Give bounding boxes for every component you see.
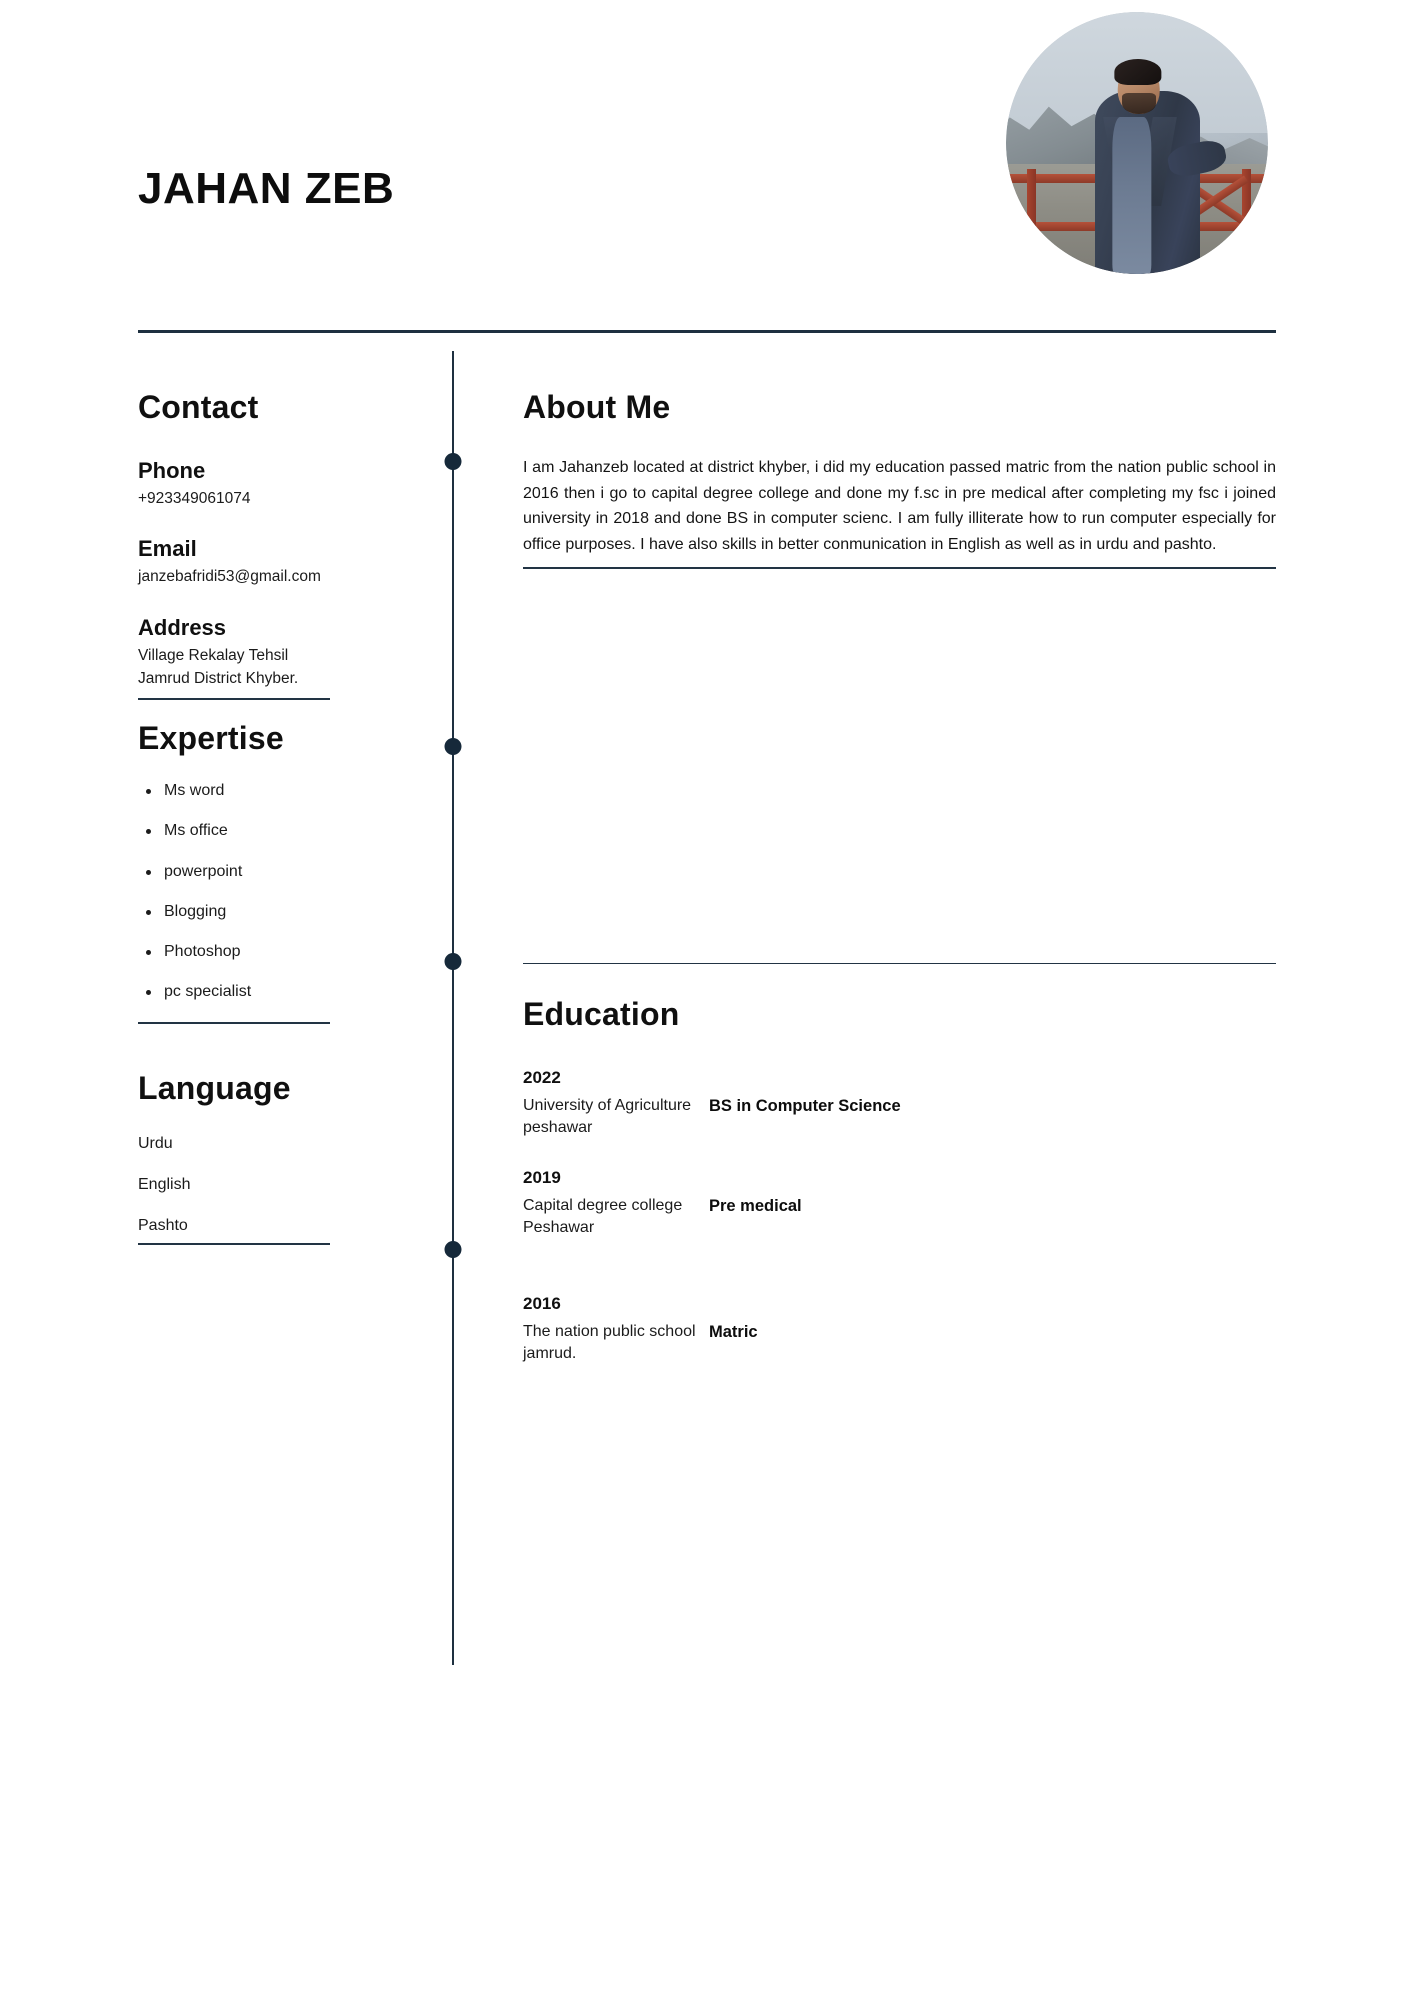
contact-field-phone [138, 459, 383, 511]
list-item: Photoshop [138, 942, 383, 961]
avatar [1006, 12, 1268, 274]
timeline-dot [445, 738, 462, 755]
page-title: JAHAN ZEB [138, 164, 395, 213]
list-item: Ms word [138, 781, 383, 800]
education-year: 2016 [523, 1294, 561, 1314]
education-school: University of Agriculture peshawar [523, 1097, 692, 1136]
photo-person-beard [1122, 93, 1156, 114]
email-value[interactable]: janzebafridi53@gmail.com [138, 568, 321, 586]
education-school: The nation public school jamrud. [523, 1323, 696, 1362]
timeline-dot [445, 1241, 462, 1258]
expertise-heading: Expertise [138, 719, 284, 756]
photo-person-hair [1114, 59, 1161, 85]
timeline [383, 333, 523, 1365]
address-value: Village Rekalay Tehsil Jamrud District Khyber. [138, 647, 299, 687]
list-item: pc specialist [138, 982, 383, 1001]
phone-value[interactable]: +923349061074 [138, 489, 251, 507]
timeline-dot [445, 953, 462, 970]
phone-label: Phone [138, 457, 206, 483]
language-divider [138, 1243, 330, 1245]
education-entry [523, 1294, 1276, 1364]
timeline-line [452, 351, 454, 1665]
education-degree: BS in Computer Science [709, 1097, 901, 1115]
email-label: Email [138, 536, 197, 562]
list-item: Urdu [138, 1134, 173, 1152]
resume-body [138, 333, 1276, 1365]
address-divider [138, 698, 330, 700]
education-year: 2019 [523, 1168, 561, 1188]
list-item: Blogging [138, 902, 383, 921]
education-year: 2022 [523, 1068, 561, 1087]
contact-heading: Contact [138, 389, 259, 425]
portrait-photo [1006, 12, 1268, 274]
education-top-divider [523, 963, 1276, 965]
address-label: Address [138, 614, 227, 640]
list-item: Ms office [138, 821, 383, 840]
list-item: powerpoint [138, 862, 383, 881]
expertise-divider [138, 1022, 330, 1024]
photo-person-shirt [1112, 117, 1151, 274]
about-heading: About Me [523, 389, 671, 425]
expertise-list [138, 781, 383, 1001]
list-item: English [138, 1175, 191, 1193]
resume-header [138, 0, 1276, 330]
education-degree: Pre medical [709, 1197, 802, 1216]
education-entry [523, 1168, 1276, 1238]
education-heading: Education [523, 996, 680, 1033]
spacer [523, 569, 1276, 954]
list-item: Pashto [138, 1216, 188, 1234]
education-entry [523, 1068, 1276, 1138]
sidebar [138, 333, 383, 1365]
contact-field-address [138, 616, 383, 700]
main-content [523, 333, 1276, 1365]
language-heading: Language [138, 1069, 291, 1106]
education-degree: Matric [709, 1323, 758, 1342]
contact-field-email [138, 537, 383, 589]
education-school: Capital degree college Peshawar [523, 1197, 683, 1236]
timeline-dot [445, 453, 462, 470]
photo-railing-post [1027, 169, 1036, 237]
language-list [138, 1134, 383, 1236]
about-text: I am Jahanzeb located at district khyber, i did my education passed matric from the nation public school in 2016 then i go to capital degree college and done my f.sc in pre medical after completing my fsc i joined university in 2018 and done BS in computer scienc. I am fully illiterate how to run computer especially for office purposes. I have also skills in better conmunication in English as well as in urdu and pashto. [523, 458, 1276, 554]
